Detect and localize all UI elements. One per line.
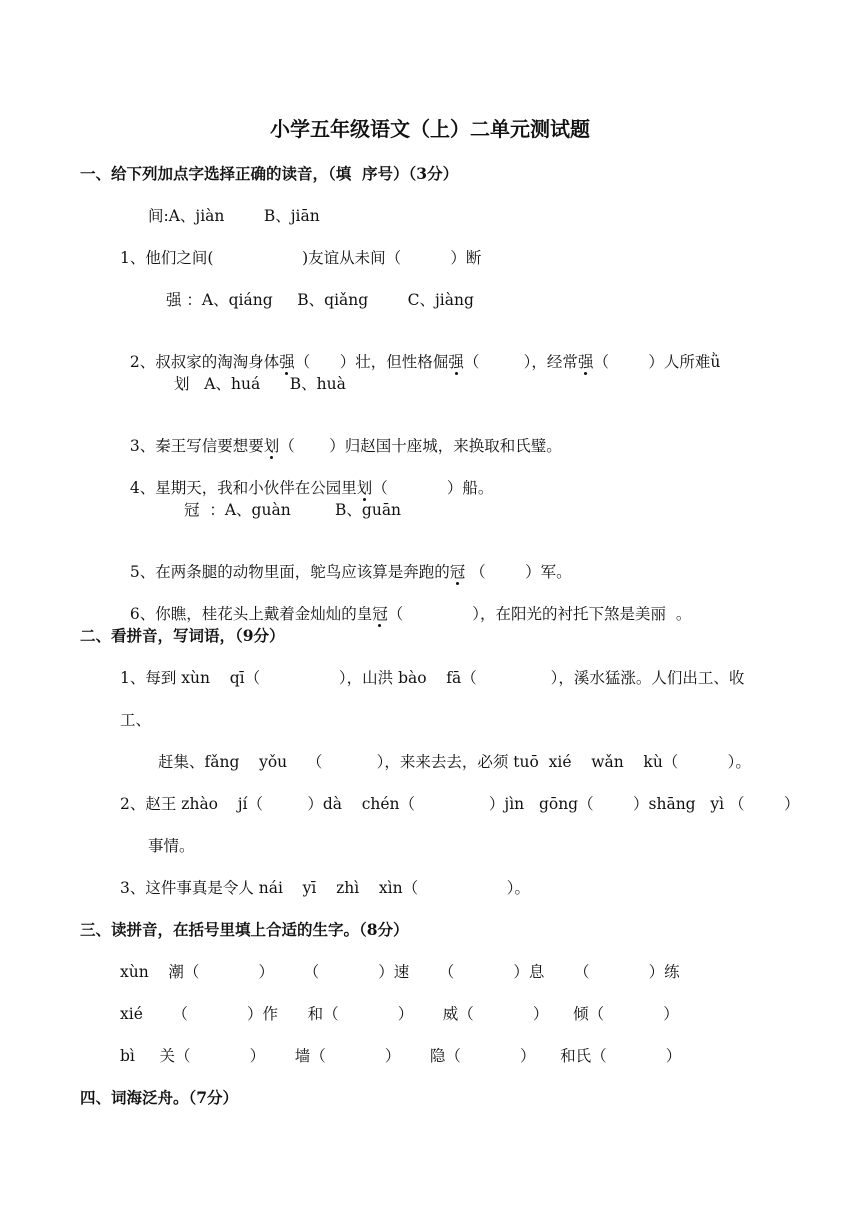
section-3-row-1: xùn 潮（ ） （ ）速 （ ）息 （ ）练 [120, 963, 680, 981]
question-2-1-line-1: 1、每到 xùn qī（ ），山洪 bào fā（ ），溪水猛涨。人们出工、收 [120, 669, 745, 687]
dotted-char: 划 [263, 437, 280, 455]
guan-options: 冠 ：A、guàn B、guān [184, 501, 402, 519]
dotted-char: 划 [356, 479, 373, 497]
dotted-char: 强 [448, 353, 464, 371]
hua-options: 划 A、huá B、huà [174, 375, 346, 393]
q3-part-a: 3、秦王写信要想要 [129, 437, 264, 455]
section-3-row-3: bì 关（ ） 墙（ ） 隐（ ） 和氏（ ） [120, 1047, 682, 1065]
section-1-heading: 一、给下列加点字选择正确的读音，（填 序号）（3分） [80, 164, 459, 183]
q5-part-b: （ ）军。 [465, 563, 572, 581]
q2-part-b: （ ）壮，但性格倔 [294, 353, 449, 371]
section-3-heading: 三、读拼音，在括号里填上合适的生字。（8分） [80, 920, 409, 939]
question-1-3 [120, 416, 562, 456]
dotted-char: 冠 [372, 605, 388, 623]
q4-part-b: （ ）船。 [372, 479, 494, 497]
question-2-1-line-2: 工、 [120, 711, 152, 729]
q5-part-a: 5、在两条腿的动物里面，鸵鸟应该算是奔跑的 [129, 563, 450, 581]
question-2-2-line-2: 事情。 [148, 837, 195, 855]
section-2-heading: 二、看拼音，写词语，（9分） [80, 626, 285, 645]
question-1-6 [120, 584, 691, 624]
question-1-5 [120, 542, 572, 582]
q2-part-e: ǜ [710, 353, 721, 371]
question-1-4 [120, 458, 493, 498]
qiang-options: 强 ：A、qiáng B、qiǎng C、jiàng [166, 291, 474, 309]
q2-part-c: （ ），经常 [463, 353, 578, 371]
section-3-row-2: xié （ ）作 和（ ） 威（ ） 倾（ ） [120, 1005, 679, 1023]
dotted-char: 冠 [449, 563, 466, 581]
q6-part-a: 6、你瞧，桂花头上戴着金灿灿的皇 [129, 605, 373, 623]
question-2-1-line-3: 赶集、fǎng yǒu （ ），来来去去，必须 tuō xié wǎn kù（ ）。 [158, 753, 751, 771]
question-1-1: 1、他们之间( )友谊从未间（ ）断 [120, 249, 482, 267]
jian-options: 间:A、jiàn B、jiān [148, 207, 320, 225]
page-title: 小学五年级语文（上）二单元测试题 [270, 117, 590, 141]
dotted-char: 强 [577, 353, 594, 371]
section-4-heading: 四、词海泛舟。（7分） [80, 1088, 239, 1107]
question-2-3: 3、这件事真是令人 nái yī zhì xìn（ ）。 [120, 879, 531, 897]
q2-part-d: （ ）人所难 [593, 353, 711, 371]
question-1-2 [120, 332, 720, 372]
question-2-2-line-1: 2、赵王 zhào jí（ ）dà chén（ ）jìn gōng（ ）shāng yì （ ） [120, 795, 800, 813]
q3-part-b: （ ）归赵国十座城，来换取和氏璧。 [279, 437, 562, 455]
q2-part-a: 2、叔叔家的淘淘身体 [129, 353, 280, 371]
q4-part-a: 4、星期天，我和小伙伴在公园里 [129, 479, 357, 497]
q6-part-b: （ ），在阳光的衬托下煞是美丽 。 [387, 605, 692, 623]
dotted-char: 强 [279, 353, 295, 371]
